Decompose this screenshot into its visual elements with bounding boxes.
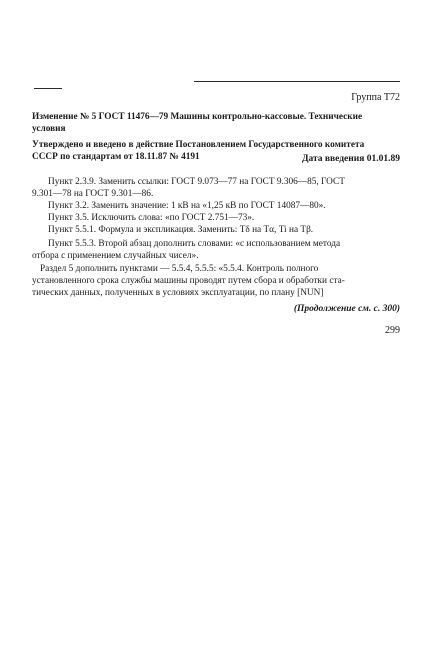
effective-date: Дата введения 01.01.89 xyxy=(301,154,400,164)
continuation-note: (Продолжение см. с. 300) xyxy=(293,304,400,314)
paragraph-3-2: Пункт 3.2. Заменить значение: 1 кВ на «1,25 кВ по ГОСТ 14087—80». xyxy=(48,201,326,211)
paragraph-5-5-3-line1: Пункт 5.5.3. Второй абзац дополнить словами: «с использованием метода xyxy=(48,239,341,249)
section-5-line2: установленного срока службы машины проводят путем сбора и обработки ста- xyxy=(32,276,345,286)
group-label: Группа Т72 xyxy=(351,92,400,103)
paragraph-5-5-3-line2: отбора с применением случайных чисел». xyxy=(32,251,199,261)
paragraph-3-5: Пункт 3.5. Исключить слова: «по ГОСТ 2.751—73». xyxy=(48,213,255,223)
top-rule-short xyxy=(34,88,62,89)
section-5-line1: Раздел 5 дополнить пунктами — 5.5.4, 5.5.5: «5.5.4. Контроль полного xyxy=(40,264,319,274)
change-title-line2: условия xyxy=(32,124,66,134)
section-5-line3: тических данных, полученных в условиях эксплуатации, по плану [NUN] xyxy=(32,288,324,298)
page-number: 299 xyxy=(385,325,400,336)
change-title-line1: Изменение № 5 ГОСТ 11476—79 Машины контрольно-кассовые. Технические xyxy=(32,112,363,122)
paragraph-5-5-1: Пункт 5.5.1. Формула и экспликация. Заменить: Tδ на Tα, Ti на Tβ. xyxy=(48,225,314,235)
top-rule-long xyxy=(194,81,400,82)
approved-line1: Утверждено и введено в действие Постановлением Государственного комитета xyxy=(32,140,365,150)
paragraph-2-3-9-line1: Пункт 2.3.9. Заменить ссылки: ГОСТ 9.073—77 на ГОСТ 9.306—85, ГОСТ xyxy=(48,177,345,187)
approved-line2: СССР по стандартам от 18.11.87 № 4191 xyxy=(32,152,200,162)
paragraph-2-3-9-line2: 9.301—78 на ГОСТ 9.301—86. xyxy=(32,189,154,199)
